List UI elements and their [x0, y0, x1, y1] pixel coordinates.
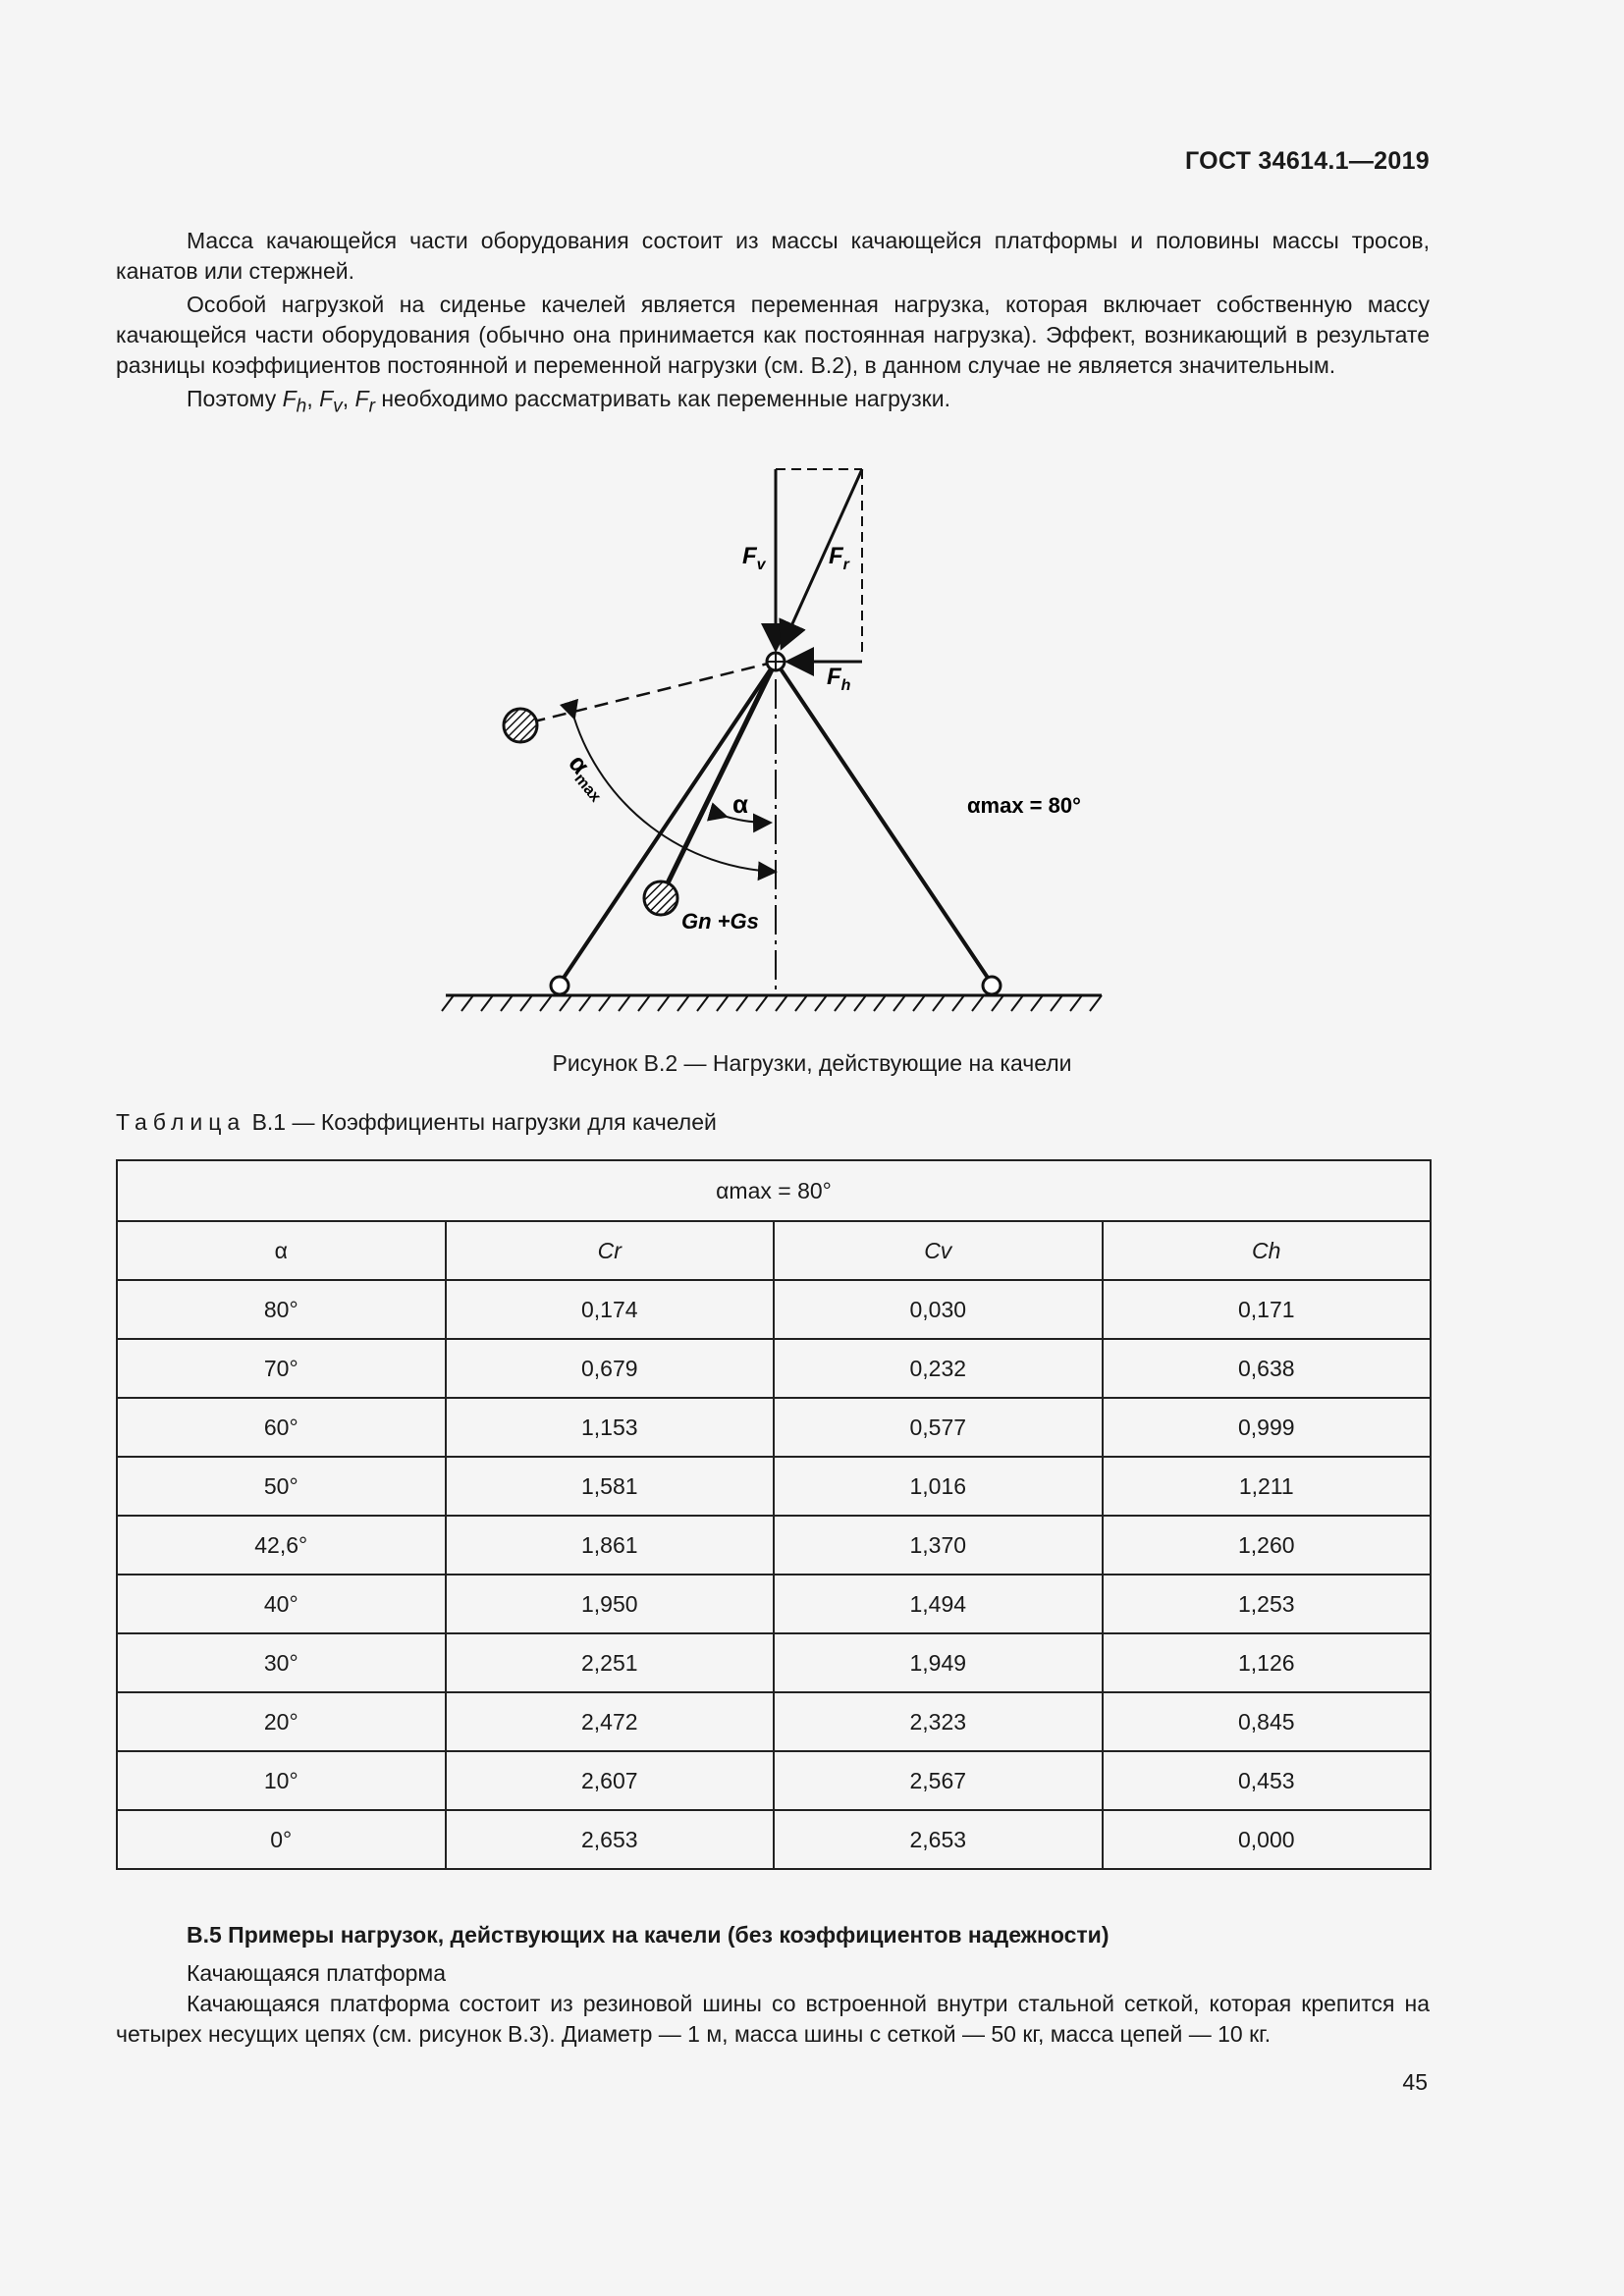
- table-cell: 1,370: [774, 1516, 1103, 1575]
- frame-leg-right: [776, 662, 992, 984]
- section-b5: [116, 1920, 1430, 2050]
- table-cell: 1,126: [1103, 1633, 1432, 1692]
- table-cell: 1,260: [1103, 1516, 1432, 1575]
- body-text: [116, 226, 1430, 422]
- page-number: 45: [1402, 2069, 1428, 2095]
- table-cell: 1,494: [774, 1575, 1103, 1633]
- section-heading: B.5 Примеры нагрузок, действующих на качели (без коэффициентов надежности): [187, 1922, 1110, 1948]
- table-row: [117, 1810, 1431, 1869]
- swing-seat: [644, 881, 677, 915]
- leg-pivot-left: [551, 977, 568, 994]
- paragraph-1: Масса качающейся части оборудования состоит из массы качающейся платформы и половины массы тросов, канатов или стержней.: [116, 228, 1430, 284]
- paragraph-3-prefix: Поэтому: [187, 386, 283, 411]
- table-cell: 1,211: [1103, 1457, 1432, 1516]
- table-cell: 20°: [117, 1692, 446, 1751]
- table-cell: 2,567: [774, 1751, 1103, 1810]
- table-row: [117, 1751, 1431, 1810]
- table-cell: 0,845: [1103, 1692, 1432, 1751]
- table-cell: 0,638: [1103, 1339, 1432, 1398]
- paragraph-2: Особой нагрузкой на сиденье качелей является переменная нагрузка, которая включает собственную массу качающейся части оборудования (обычно она принимается как постоянная нагрузка). Эффект, возникающий в результате разницы коэффициентов постоянной и переменной нагрузки (см. B.2), в данном случае не является значительным.: [116, 292, 1430, 378]
- label-alpha: α: [732, 789, 748, 819]
- label-alpha-max-value: αmax = 80°: [967, 793, 1081, 818]
- table-cell: 1,016: [774, 1457, 1103, 1516]
- label-weight: Gn +Gs: [681, 909, 759, 934]
- section-body: Качающаяся платформа состоит из резиновой шины со встроенной внутри стальной сеткой, которая крепится на четырех несущих цепях (см. рисунок B.3). Диаметр — 1 м, масса шины с сеткой — 50 кг, масса цепей — 10 кг.: [116, 1991, 1430, 2047]
- table-cell: 1,950: [446, 1575, 775, 1633]
- table-cell: 40°: [117, 1575, 446, 1633]
- table-cell: 2,323: [774, 1692, 1103, 1751]
- table-cell: 2,653: [774, 1810, 1103, 1869]
- paragraph-3-suffix: необходимо рассматривать как переменные нагрузки.: [374, 386, 950, 411]
- table-cell: 42,6°: [117, 1516, 446, 1575]
- table-cell: 30°: [117, 1633, 446, 1692]
- force-fr-arrow: [782, 469, 862, 648]
- table-cell: 0,030: [774, 1280, 1103, 1339]
- table-cell: 0,577: [774, 1398, 1103, 1457]
- table-cell: 0,453: [1103, 1751, 1432, 1810]
- table-top-header: αmax = 80°: [117, 1160, 1431, 1221]
- table-cell: 1,861: [446, 1516, 775, 1575]
- table-cell: 2,251: [446, 1633, 775, 1692]
- section-subheading: Качающаяся платформа: [187, 1960, 447, 1986]
- table-row: [117, 1633, 1431, 1692]
- ground-hatching: [442, 995, 1102, 1011]
- column-header: Cr: [446, 1221, 775, 1280]
- column-header: Cv: [774, 1221, 1103, 1280]
- paragraph-3: Поэтому $F_h$, $F_v$, $F_r$ необходимо рассматривать как переменные нагрузки.: [187, 386, 950, 417]
- frame-leg-left: [560, 662, 776, 984]
- table-cell: 60°: [117, 1398, 446, 1457]
- table-cell: 2,653: [446, 1810, 775, 1869]
- label-fv: $F_v$: [742, 543, 766, 573]
- table-caption: Таблица B.1 — Коэффициенты нагрузки для качелей: [116, 1109, 717, 1135]
- table-row: [117, 1692, 1431, 1751]
- table-column-headers: [117, 1221, 1431, 1280]
- table-cell: 0,679: [446, 1339, 775, 1398]
- table-cell: 0,232: [774, 1339, 1103, 1398]
- table-cell: 0,999: [1103, 1398, 1432, 1457]
- table-row: [117, 1398, 1431, 1457]
- table-row: [117, 1457, 1431, 1516]
- swing-loads-diagram: [432, 454, 1119, 1023]
- table-cell: 10°: [117, 1751, 446, 1810]
- table-cell: 2,607: [446, 1751, 775, 1810]
- table-cell: 0,171: [1103, 1280, 1432, 1339]
- standard-header: ГОСТ 34614.1—2019: [1184, 147, 1430, 175]
- label-fr: $F_r$: [829, 543, 849, 573]
- table-row: [117, 1516, 1431, 1575]
- label-alpha-max-arc: αmax: [563, 748, 604, 806]
- table-row: [117, 1280, 1431, 1339]
- table-cell: 0,000: [1103, 1810, 1432, 1869]
- table-row: [117, 1575, 1431, 1633]
- table-cell: 70°: [117, 1339, 446, 1398]
- table-cell: 80°: [117, 1280, 446, 1339]
- table-cell: 1,581: [446, 1457, 775, 1516]
- column-header: Ch: [1103, 1221, 1432, 1280]
- load-coefficients-table: [116, 1159, 1432, 1870]
- column-header: α: [117, 1221, 446, 1280]
- table-row: [117, 1339, 1431, 1398]
- table-cell: 1,949: [774, 1633, 1103, 1692]
- figure-caption: Рисунок B.2 — Нагрузки, действующие на качели: [552, 1050, 1072, 1076]
- label-fh: $F_h$: [827, 664, 851, 694]
- table-cell: 1,153: [446, 1398, 775, 1457]
- swing-seat-max: [504, 709, 537, 742]
- table-cell: 2,472: [446, 1692, 775, 1751]
- table-cell: 50°: [117, 1457, 446, 1516]
- table-cell: 0°: [117, 1810, 446, 1869]
- table-cell: 0,174: [446, 1280, 775, 1339]
- leg-pivot-right: [983, 977, 1001, 994]
- table-cell: 1,253: [1103, 1575, 1432, 1633]
- table-body: [117, 1280, 1431, 1869]
